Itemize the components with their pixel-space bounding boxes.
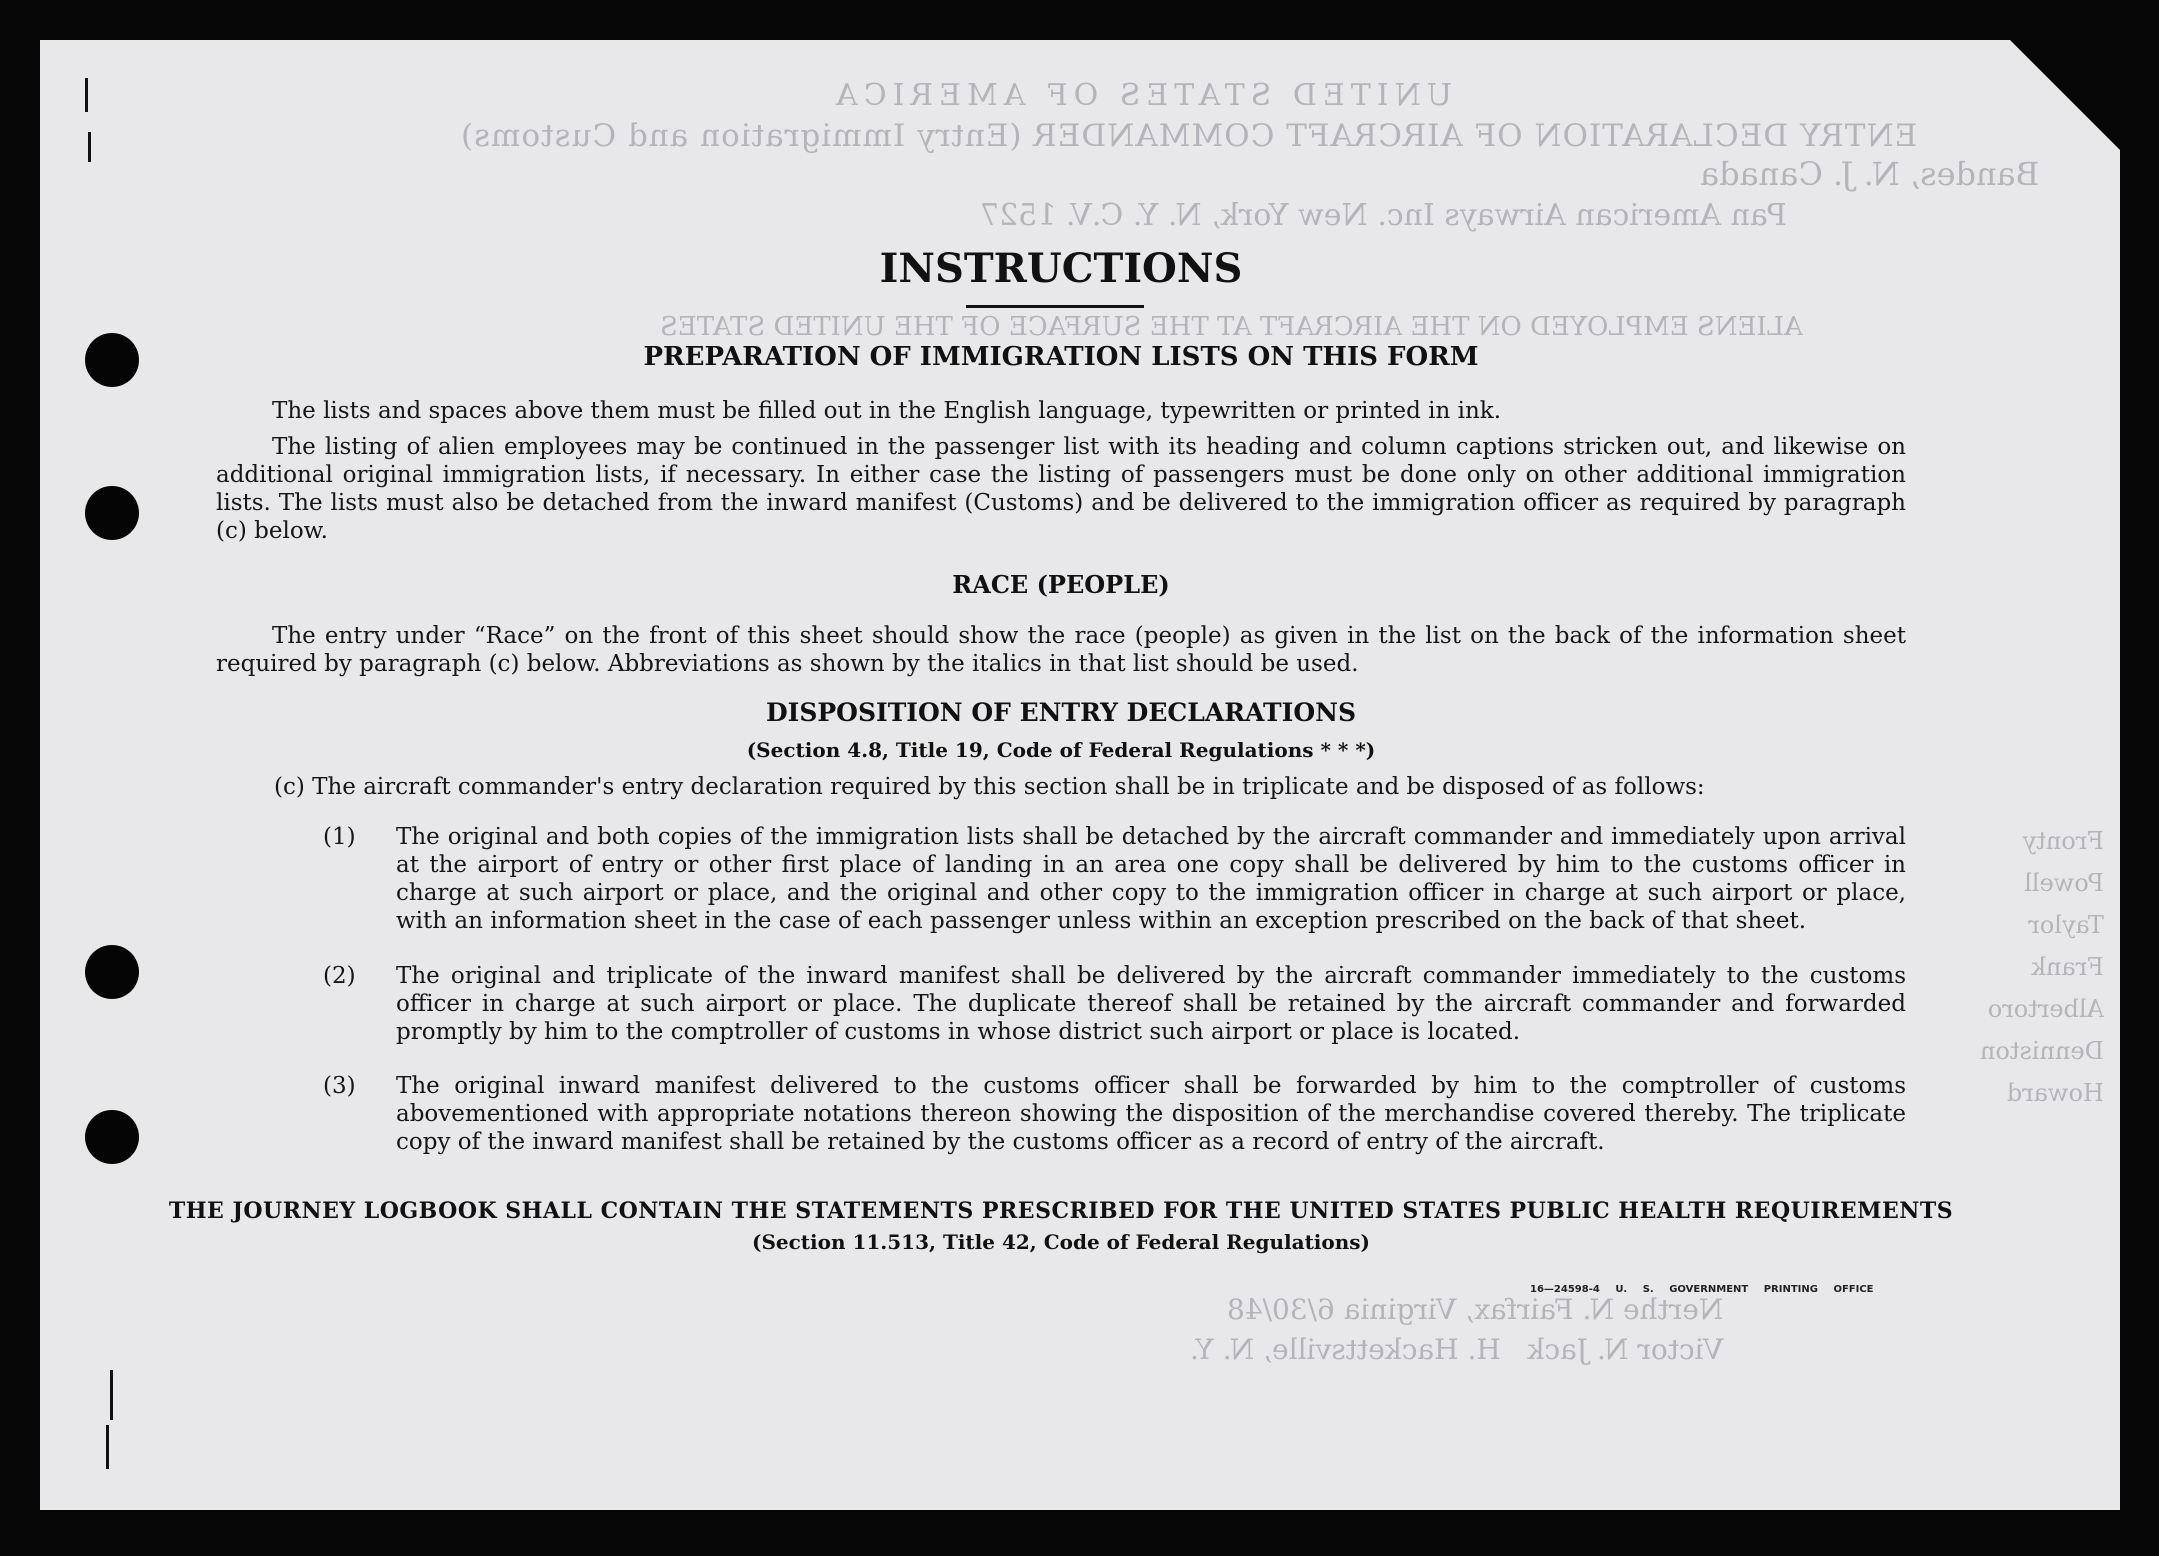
paragraph: The listing of alien employees may be continued in the passenger list with its heading and column captions stricken out, and likewise on additional original immigration lists, if necessary. In either case the listing of passengers must be done only on other additional immigration lists. The lists must also be detached from the inward manifest (Customs) and be delivered to the immigration officer as required by paragraph (c) below. — [216, 434, 1906, 544]
paragraph-c-intro: (c) The aircraft commander's entry declaration required by this section shall be in triplicate and be disposed of as follows: — [274, 774, 1705, 800]
bleed-through-text: ENTRY DECLARATION OF AIRCRAFT COMMANDER (Entry Immigration and Customs) — [460, 118, 1918, 154]
paragraph: The entry under “Race” on the front of this sheet should show the race (people) as given in the list on the back of the information sheet required by paragraph (c) below. Abbreviations as shown by the italics in that list should be used. — [216, 623, 1906, 677]
paragraph: The lists and spaces above them must be filled out in the English language, typewritten or printed in ink. — [272, 398, 1502, 424]
list-item — [323, 962, 1906, 1046]
section-heading-race: RACE (PEOPLE) — [952, 570, 1170, 599]
citation: (Section 11.513, Title 42, Code of Federal Regulations) — [751, 1230, 1371, 1254]
list-item-number: (3) — [323, 1073, 356, 1099]
section-heading-preparation: PREPARATION OF IMMIGRATION LISTS ON THIS FORM — [643, 342, 1479, 372]
bleed-through-text: Pan American Airways Inc. New York, N. Y. C.V. 1527 — [980, 198, 1787, 233]
list-item-text: The original inward manifest delivered to the customs officer shall be forwarded by him to the comptroller of customs abovementioned with appropriate notations thereon showing the disposition of the merchandise covered thereby. The triplicate copy of the inward manifest shall be retained by the customs officer as a record of entry of the aircraft. — [396, 1073, 1906, 1155]
torn-corner — [2010, 40, 2120, 150]
bleed-through-text: Bandes, N. J. Canada — [1700, 155, 2040, 193]
bleed-through-text: UNITED STATES OF AMERICA — [830, 78, 1453, 113]
printer-imprint — [1530, 1284, 1874, 1295]
scan-mark — [88, 132, 91, 162]
punch-hole — [85, 486, 139, 540]
section-heading-disposition: DISPOSITION OF ENTRY DECLARATIONS — [765, 698, 1357, 727]
document-page — [40, 40, 2120, 1510]
punch-hole — [85, 945, 139, 999]
bleed-through-text: Nerthe N. Fairfax, Virginia 6/30/48 Victor N. Jack H. Hackettsville, N. Y. — [1190, 1293, 1724, 1366]
list-item-text: The original and triplicate of the inward manifest shall be delivered by the aircraft commander immediately to the customs officer in charge at such airport or place. The duplicate thereof shall be retained by the aircraft commander and forwarded promptly by him to the comptroller of customs in whose district such airport or place is located. — [396, 963, 1906, 1045]
bleed-through-text: ALIENS EMPLOYED ON THE AIRCRAFT AT THE SURFACE OF THE UNITED STATES — [660, 312, 1803, 342]
citation: (Section 4.8, Title 19, Code of Federal Regulations * * *) — [746, 738, 1376, 762]
bleed-through-text: Fronty Powell Taylor Frank Albertoro Denniston Howard — [1980, 827, 2104, 1107]
list-item-number: (2) — [323, 963, 356, 989]
scan-mark — [110, 1370, 113, 1420]
document-title: INSTRUCTIONS — [879, 245, 1243, 292]
scan-mark — [106, 1425, 109, 1469]
scan-mark — [85, 78, 88, 112]
form-number: 16—24598-4 — [1530, 1284, 1600, 1295]
list-item-text: The original and both copies of the immigration lists shall be detached by the aircraft commander and immediately upon arrival at the airport of entry or other first place of landing in an area one copy shall be delivered by him to the customs officer in charge at such airport or place, and the original and other copy to the immigration officer in charge at such airport or place, with an information sheet in the case of each passenger unless within an exception prescribed on the back of that sheet. — [396, 824, 1906, 934]
list-item — [323, 823, 1906, 935]
list-item-number: (1) — [323, 824, 356, 850]
title-underline — [966, 305, 1144, 308]
punch-hole — [85, 1110, 139, 1164]
printer-name: U. S. GOVERNMENT PRINTING OFFICE — [1615, 1284, 1874, 1295]
logbook-heading: THE JOURNEY LOGBOOK SHALL CONTAIN THE STATEMENTS PRESCRIBED FOR THE UNITED STATES PUBLIC HEALTH REQUIREMENTS — [168, 1198, 1954, 1224]
list-item — [323, 1072, 1906, 1156]
